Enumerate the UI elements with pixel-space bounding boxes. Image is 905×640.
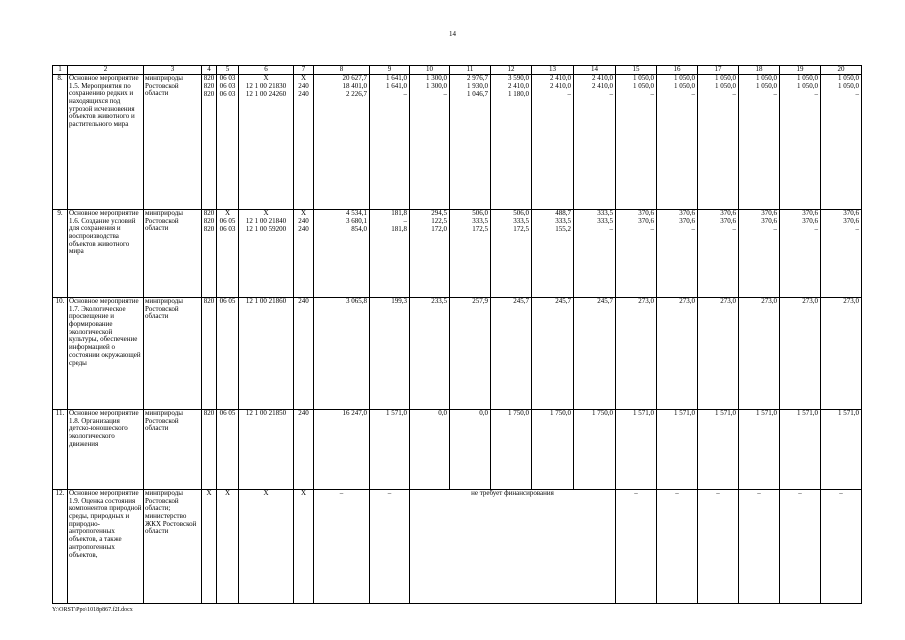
value-line: 245,7 [513,297,529,305]
value-cell [217,410,239,490]
value-line: 1 750,0 [508,409,529,417]
value-line: – [609,90,613,98]
measure-name: Основное мероприятие 1.5. Мероприятия по сохранению редких и находящихся под угрозой исчезновения объектов животного и растительного мира [68,75,144,210]
header-cell: 17 [698,66,739,75]
value-line: 155,2 [555,225,571,233]
value-line: 333,5 [513,217,529,225]
value-cell [202,410,217,490]
value-cell: – [314,490,370,604]
table-row [53,210,862,298]
value-line: – [732,90,736,98]
measure-name: Основное мероприятие 1.7. Экологическое просвещение и формирование экологической культуры, обеспечение информацией о состоянии окружающей среды [68,298,144,410]
value-cell [370,410,410,490]
value-line: 333,5 [555,217,571,225]
value-line: – [691,225,695,233]
value-line: 506,0 [513,209,529,217]
value-cell [698,410,739,490]
value-cell [239,410,294,490]
value-cell [239,210,294,298]
value-line: X [300,209,307,217]
value-line: – [814,90,818,98]
value-cell [739,75,780,210]
value-line: X [263,209,269,217]
value-line: 370,6 [638,209,654,217]
value-cell [780,298,821,410]
value-line: X [263,74,269,82]
value-cell [370,298,410,410]
responsible-executor: минприроды Ростовской области; министерство ЖКХ Ростовской области [144,490,202,604]
value-line: 1 571,0 [838,409,859,417]
value-line: 172,5 [513,225,529,233]
value-line: 240 [298,297,309,305]
row-number: 12. [53,490,68,604]
value-cell [821,210,862,298]
value-cell [314,298,370,410]
value-cell: – [780,490,821,604]
value-line: 820 [203,74,215,82]
value-line: 245,7 [597,297,613,305]
value-line: 333,5 [597,217,613,225]
value-cell [239,75,294,210]
value-line: 3 065,8 [346,297,367,305]
value-cell [410,410,450,490]
value-cell [370,75,410,210]
value-line: 2 410,0 [550,82,571,90]
value-cell [202,298,217,410]
value-line: 1 300,0 [426,82,447,90]
responsible-executor: минприроды Ростовской области [144,410,202,490]
value-line: 506,0 [472,209,488,217]
code-cell: X [239,490,294,604]
value-cell [370,210,410,298]
value-line: 370,6 [802,209,818,217]
value-cell [616,75,657,210]
value-line: 1 571,0 [756,409,777,417]
value-cell: – [616,490,657,604]
value-line: – [814,225,818,233]
value-cell [657,298,698,410]
value-cell [532,298,574,410]
value-cell [217,298,239,410]
value-line: 12 1 00 21860 [245,297,287,305]
value-cell [821,298,862,410]
header-cell: 18 [739,66,780,75]
value-cell: – [739,490,780,604]
value-cell [202,75,217,210]
value-cell: – [821,490,862,604]
header-cell: 1 [53,66,68,75]
value-cell [532,75,574,210]
value-line: 20 627,7 [342,74,367,82]
value-line: – [773,90,777,98]
value-cell [698,298,739,410]
code-cell: X [217,490,239,604]
value-line: 1 046,7 [467,90,488,98]
value-line: 12 1 00 59200 [245,225,287,233]
value-line: 122,5 [431,217,447,225]
value-line: 1 750,0 [592,409,613,417]
value-line: 333,5 [597,209,613,217]
measure-name: Основное мероприятие 1.8. Организация детско-юношеского экологического движения [68,410,144,490]
header-cell: 16 [657,66,698,75]
value-line: X [300,74,307,82]
value-line: 370,6 [761,217,777,225]
responsible-executor: минприроды Ростовской области [144,75,202,210]
table-row [53,298,862,410]
value-line: 1 750,0 [550,409,571,417]
value-line: 06 05 [219,409,236,417]
value-line: 1 641,0 [386,82,407,90]
value-cell [314,210,370,298]
header-cell: 14 [574,66,616,75]
value-line: 233,5 [431,297,447,305]
value-line: 06 03 [219,225,236,233]
header-cell: 6 [239,66,294,75]
value-cell [574,298,616,410]
table-row [53,75,862,210]
financing-table [52,65,862,604]
value-cell [780,75,821,210]
value-cell [491,75,532,210]
value-line: 1 571,0 [386,409,407,417]
value-line: 18 401,0 [342,82,367,90]
header-cell: 15 [616,66,657,75]
header-cell: 5 [217,66,239,75]
value-line: 820 [203,90,215,98]
value-line: X [224,209,231,217]
value-line: 1 571,0 [633,409,654,417]
value-line: 1 180,0 [508,90,529,98]
value-cell [217,210,239,298]
value-line: 273,0 [679,297,695,305]
header-cell: 4 [202,66,217,75]
value-cell [294,410,314,490]
responsible-executor: минприроды Ростовской области [144,298,202,410]
value-line: 1 050,0 [715,74,736,82]
responsible-executor: минприроды Ростовской области [144,210,202,298]
footer-file-path: Y:\ORST\Ppo\1018p867.f2I.docx [52,607,133,613]
value-line: 1 930,0 [467,82,488,90]
value-line: 181,8 [391,225,407,233]
value-cell [821,75,862,210]
value-cell [239,298,294,410]
row-number: 11. [53,410,68,490]
value-line: – [691,90,695,98]
value-line: 245,7 [555,297,571,305]
value-line: 273,0 [802,297,818,305]
value-line: 2 410,0 [508,82,529,90]
value-line: 820 [203,297,215,305]
header-cell: 2 [68,66,144,75]
value-cell [450,410,491,490]
value-line: – [855,225,859,233]
value-line: 370,6 [679,217,695,225]
value-line: 1 050,0 [674,74,695,82]
value-cell [616,410,657,490]
value-cell [698,75,739,210]
value-line: – [403,90,407,98]
value-line: 333,5 [472,217,488,225]
table-row [53,490,862,604]
value-cell [294,210,314,298]
value-line: 240 [298,82,309,90]
value-line: 3 680,1 [346,217,367,225]
value-line: – [650,225,654,233]
value-line: 370,6 [802,217,818,225]
value-line: 1 050,0 [756,74,777,82]
value-line: 820 [203,209,215,217]
value-cell [450,298,491,410]
value-line: 1 571,0 [797,409,818,417]
value-cell [532,410,574,490]
value-line: 2 410,0 [592,74,613,82]
value-cell [450,75,491,210]
value-cell [657,410,698,490]
value-line: 06 05 [219,217,236,225]
value-cell: – [370,490,410,604]
value-line: 3 590,0 [508,74,529,82]
value-line: 2 410,0 [592,82,613,90]
value-line: 273,0 [843,297,859,305]
value-cell [491,298,532,410]
value-line: – [855,90,859,98]
value-line: 2 976,7 [467,74,488,82]
value-line: 1 050,0 [674,82,695,90]
header-cell: 19 [780,66,821,75]
value-line: 1 300,0 [426,74,447,82]
value-cell [294,298,314,410]
value-cell [202,210,217,298]
value-line: 370,6 [843,217,859,225]
header-cell: 13 [532,66,574,75]
value-line: 370,6 [638,217,654,225]
value-cell: – [698,490,739,604]
funding-note: не требует финансирования [410,490,616,604]
value-line: – [773,225,777,233]
value-line: 273,0 [638,297,654,305]
value-cell [657,210,698,298]
value-cell [739,298,780,410]
value-line: 370,6 [761,209,777,217]
header-cell: 11 [450,66,491,75]
row-number: 9. [53,210,68,298]
table-row [53,410,862,490]
value-line: 240 [298,409,309,417]
header-cell: 20 [821,66,862,75]
value-cell [739,210,780,298]
header-cell: 7 [294,66,314,75]
value-line: – [403,217,407,225]
value-cell [491,410,532,490]
value-line: 2 410,0 [550,74,571,82]
value-line: 06 03 [219,82,236,90]
value-line: 1 050,0 [838,82,859,90]
header-cell: 9 [370,66,410,75]
value-line: 06 03 [219,90,236,98]
value-line: 240 [298,90,309,98]
value-line: 488,7 [555,209,571,217]
measure-name: Основное мероприятие 1.9. Оценка состояния компонентов природной среды, природных и природно-антропогенных объектов, а также антропогенных объектов, [68,490,144,604]
value-line: – [443,90,447,98]
value-line: 06 03 [219,74,236,82]
value-line: 1 641,0 [386,74,407,82]
value-line: 820 [203,409,215,417]
value-line: 370,6 [679,209,695,217]
value-line: 16 247,0 [342,409,367,417]
value-line: 181,8 [391,209,407,217]
value-line: 820 [203,217,215,225]
value-line: 2 226,7 [346,90,367,98]
value-line: 820 [203,82,215,90]
value-line: 1 050,0 [633,74,654,82]
measure-name: Основное мероприятие 1.6. Создание условий для сохранения и воспроизводства объектов животного мира [68,210,144,298]
value-cell [821,410,862,490]
code-cell: X [202,490,217,604]
header-cell: 12 [491,66,532,75]
value-line: 4 534,1 [346,209,367,217]
value-line: 0,0 [479,409,488,417]
value-line: 06 05 [219,297,236,305]
value-line: 172,5 [472,225,488,233]
value-cell [780,410,821,490]
value-line: 370,6 [720,209,736,217]
value-line: 12 1 00 21830 [245,82,287,90]
value-line: 273,0 [761,297,777,305]
value-line: 257,9 [472,297,488,305]
value-cell [698,210,739,298]
value-line: 240 [298,217,309,225]
value-cell [217,75,239,210]
value-line: – [650,90,654,98]
value-cell [410,298,450,410]
value-cell [574,75,616,210]
value-cell [657,75,698,210]
value-line: – [732,225,736,233]
value-line: 854,0 [351,225,367,233]
value-line: 820 [203,225,215,233]
value-line: 370,6 [843,209,859,217]
value-line: 1 571,0 [715,409,736,417]
value-line: 1 050,0 [756,82,777,90]
value-line: 0,0 [438,409,447,417]
row-number: 8. [53,75,68,210]
value-cell [294,75,314,210]
value-line: – [567,90,571,98]
value-line: 1 571,0 [674,409,695,417]
value-line: 273,0 [720,297,736,305]
value-line: 12 1 00 21850 [245,409,287,417]
value-line: 1 050,0 [838,74,859,82]
value-cell [410,75,450,210]
value-line: 1 050,0 [797,74,818,82]
header-row [53,66,862,75]
value-line: 172,0 [431,225,447,233]
value-line: 1 050,0 [633,82,654,90]
value-cell [574,210,616,298]
value-cell [491,210,532,298]
code-cell: X [294,490,314,604]
header-cell: 10 [410,66,450,75]
value-cell: – [657,490,698,604]
value-cell [450,210,491,298]
value-cell [616,210,657,298]
value-line: 1 050,0 [715,82,736,90]
value-line: 12 1 00 21840 [245,217,287,225]
value-cell [314,75,370,210]
value-line: 294,5 [431,209,447,217]
value-cell [314,410,370,490]
value-cell [780,210,821,298]
value-line: 370,6 [720,217,736,225]
value-line: 1 050,0 [797,82,818,90]
header-cell: 3 [144,66,202,75]
value-cell [739,410,780,490]
value-line: 240 [298,225,309,233]
row-number: 10. [53,298,68,410]
value-cell [574,410,616,490]
value-line: 12 1 00 24260 [245,90,287,98]
value-cell [616,298,657,410]
value-cell [532,210,574,298]
page-number: 14 [449,30,456,38]
value-line: 199,3 [391,297,407,305]
value-line: – [609,225,613,233]
value-cell [410,210,450,298]
header-cell: 8 [314,66,370,75]
